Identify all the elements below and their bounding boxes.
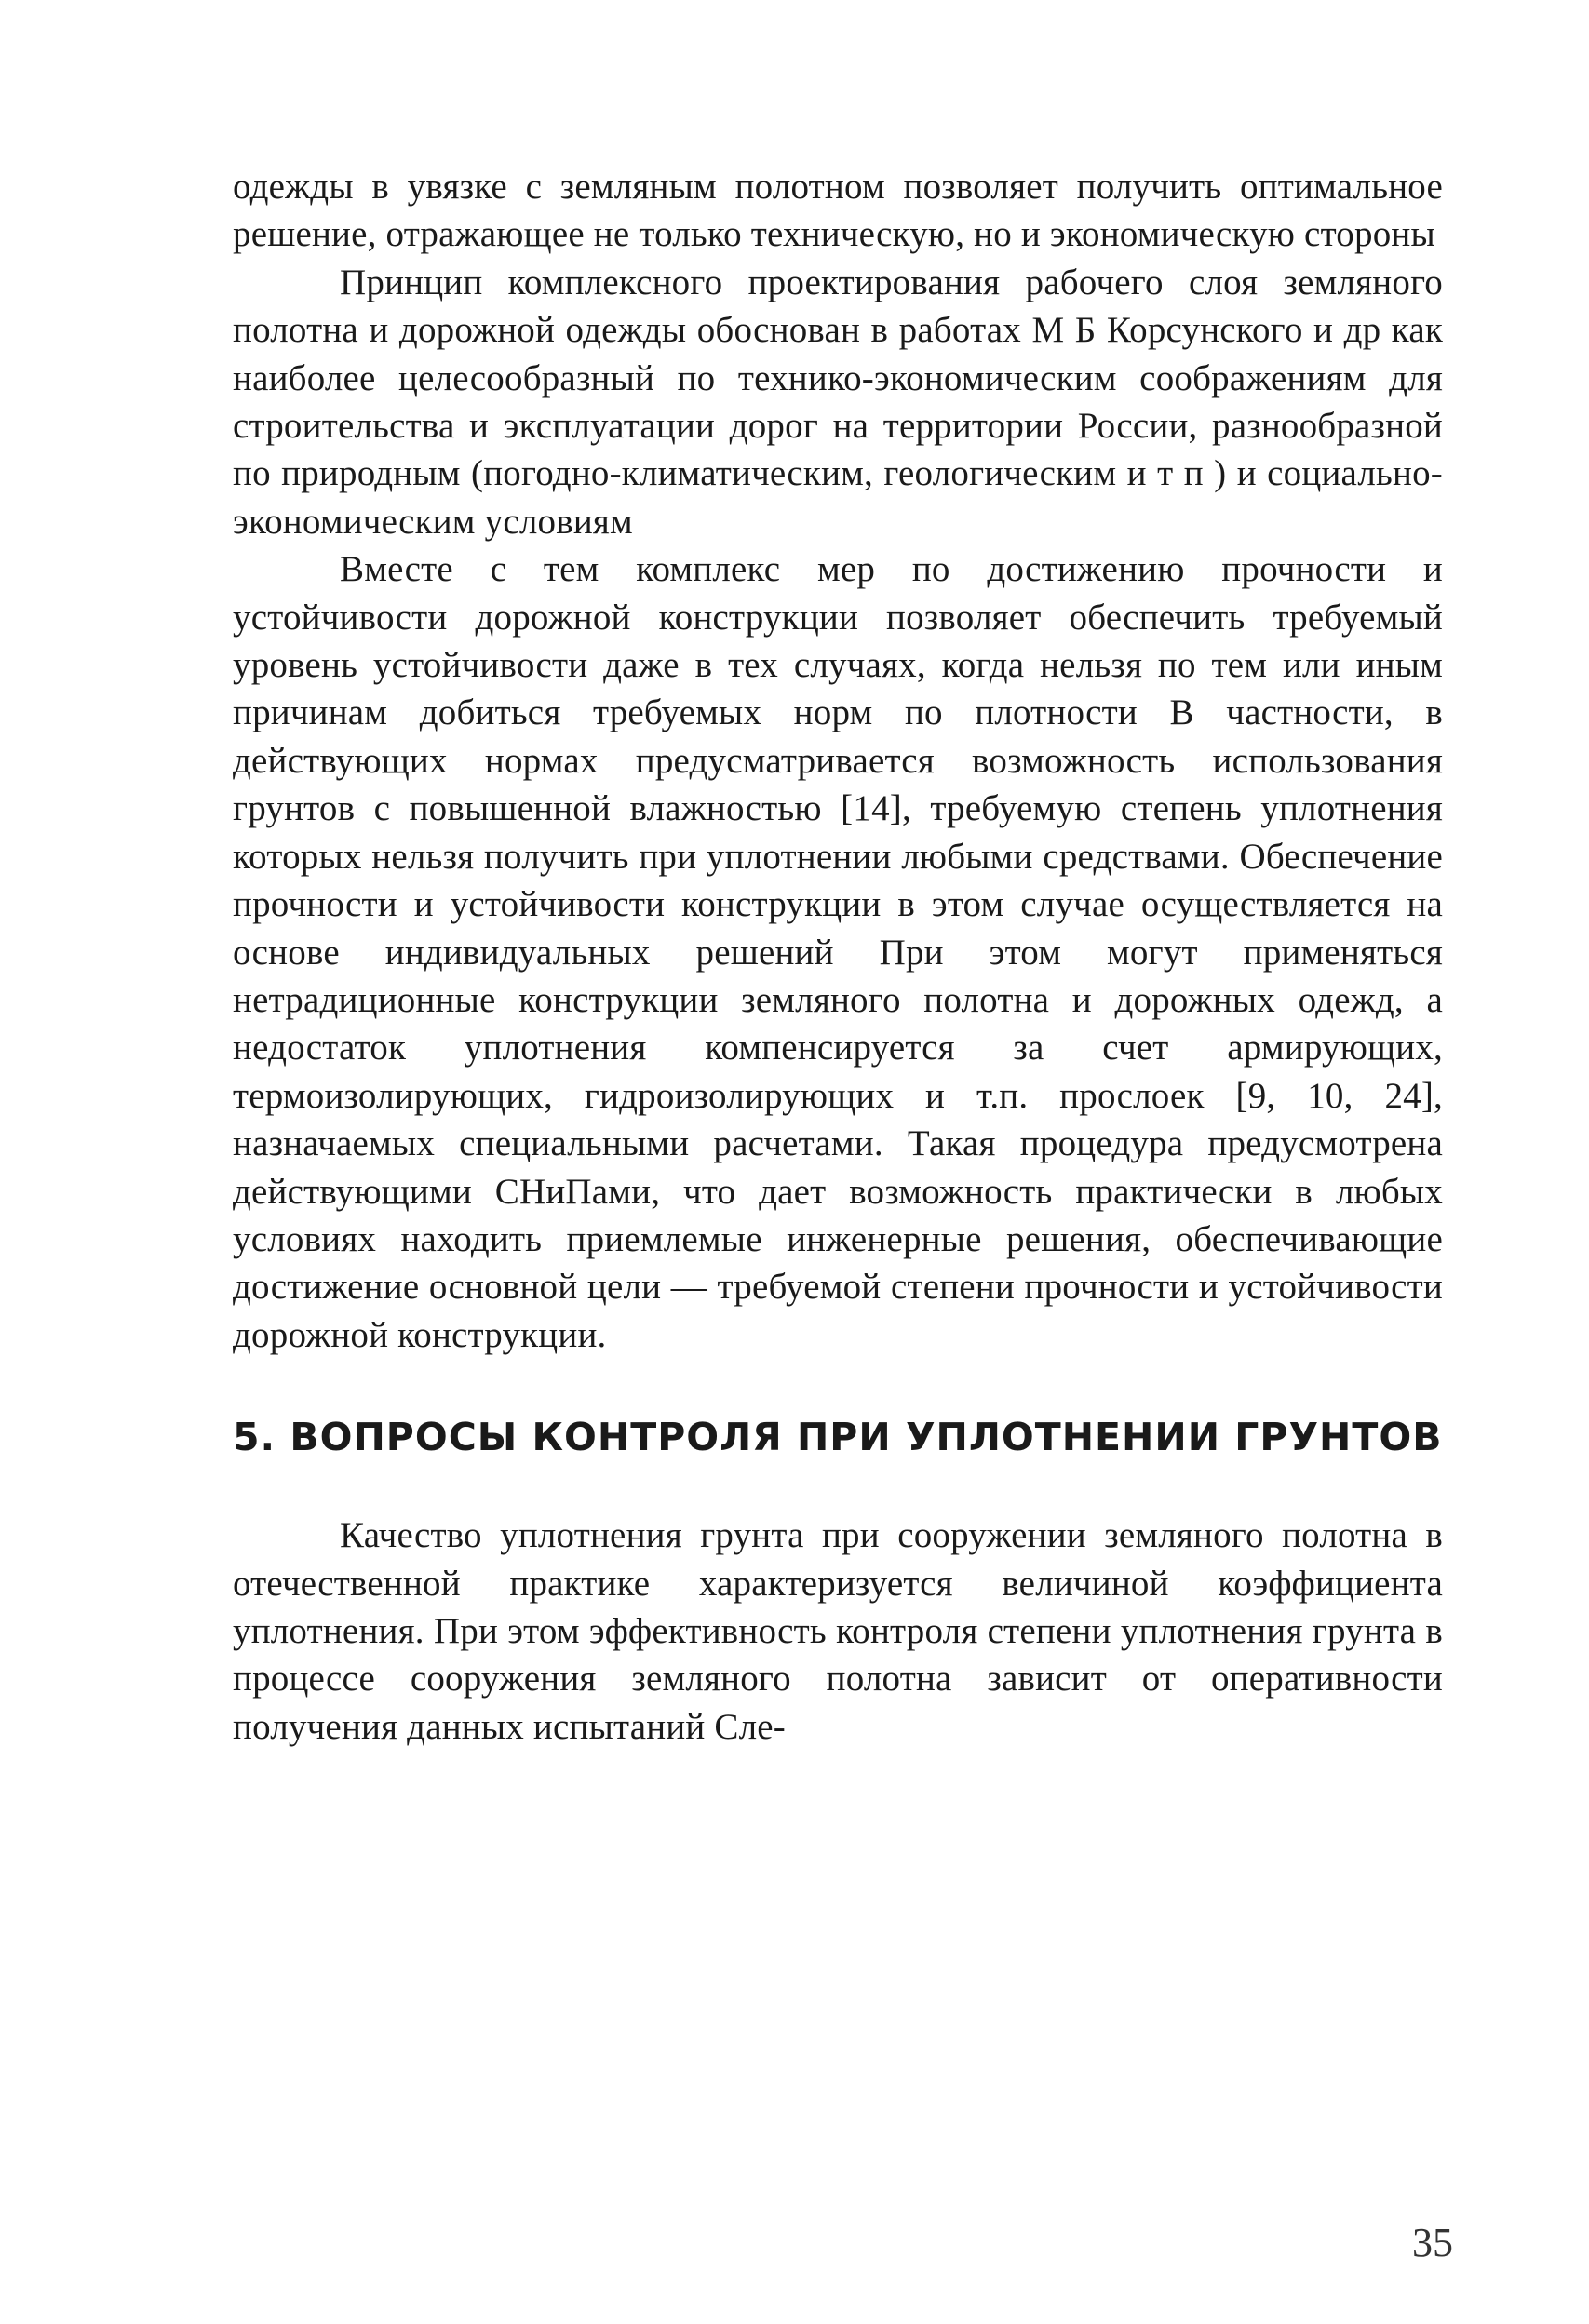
paragraph-2: Принцип комплексного проектирования рабочего слоя земляного полотна и дорожной одежды обоснован в работах М Б Корсунского и др как наиболее целесообразный по технико-экономическим соображениям для строительства и эксплуатации дорог на территории России, разнообразной по природным (погодно-климатическим, геологическим и т п ) и социально-экономическим условиям <box>233 262 1443 542</box>
page-number: 35 <box>1412 2220 1453 2265</box>
section-heading: 5. ВОПРОСЫ КОНТРОЛЯ ПРИ УПЛОТНЕНИИ ГРУНТОВ <box>233 1415 1443 1460</box>
paragraph-1: одежды в увязке с земляным полотном позволяет получить оптимальное решение, отражающее не только техническую, но и экономическую стороны <box>233 167 1443 255</box>
paragraph-4: Качество уплотнения грунта при сооружении земляного полотна в отечественной практике характеризуется величиной коэффициента уплотнения. При этом эффективность контроля степени уплотнения грунта в процессе сооружения земляного полотна зависит от оперативности получения данных испытаний Сле- <box>233 1515 1443 1747</box>
paragraph-3: Вместе с тем комплекс мер по достижению прочности и устойчивости дорожной конструкции позволяет обеспечить требуемый уровень устойчивости даже в тех случаях, когда нельзя по тем или иным причинам добиться требуемых норм по плотности В частности, в действующих нормах предусматривается возможность использования грунтов с повышенной влажностью [14], требуемую степень уплотнения которых нельзя получить при уплотнении любыми средствами. Обеспечение прочности и устойчивости конструкции в этом случае осуществляется на основе индивидуальных решений При этом могут применяться нетрадиционные конструкции земляного полотна и дорожных одежд, а недостаток уплотнения компенсируется за счет армирующих, термоизолирующих, гидроизолирующих и т.п. прослоек [9, 10, 24], назначаемых специальными расчетами. Такая процедура предусмотрена действующими СНиПами, что дает возможность практически в любых условиях находить приемлемые инженерные решения, обеспечивающие достижение основной цели — требуемой степени прочности и устойчивости дорожной конструкции. <box>233 549 1443 1355</box>
text-column <box>233 163 1443 1751</box>
